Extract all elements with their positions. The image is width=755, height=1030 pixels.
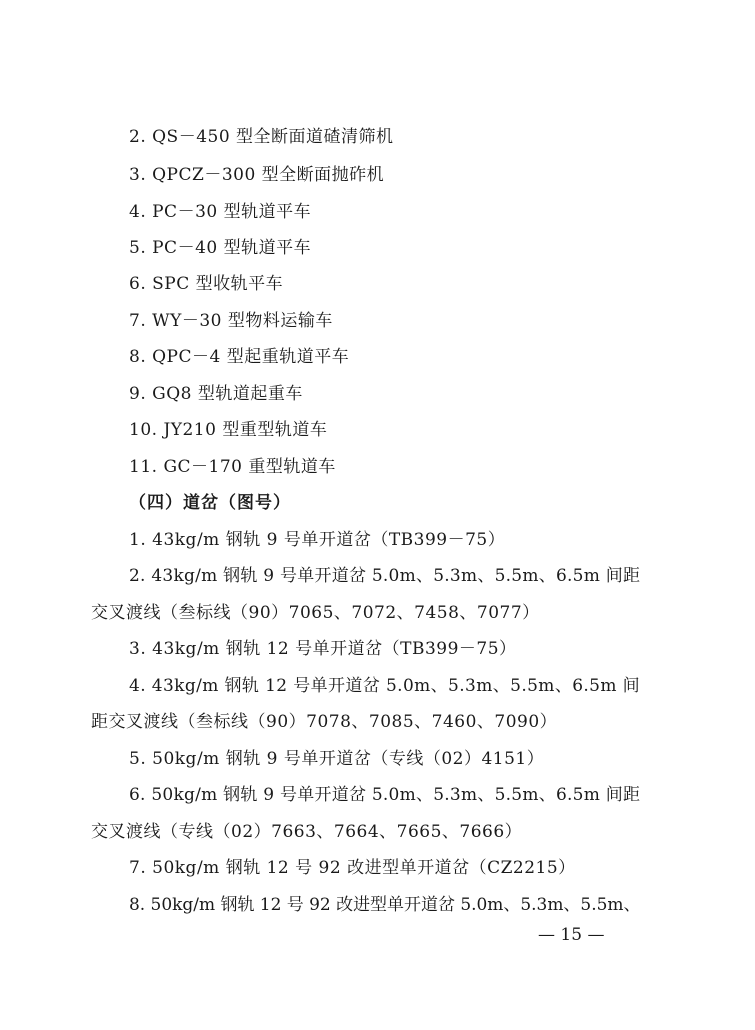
list-item: 1. 43kg/m 钢轨 9 号单开道岔（TB399－75）: [129, 530, 506, 550]
page-number: — 15 —: [538, 925, 605, 945]
list-item: 2. QS－450 型全断面道碴清筛机: [129, 127, 394, 147]
list-item: 3. 43kg/m 钢轨 12 号单开道岔（TB399－75）: [129, 639, 517, 659]
list-item: 5. PC－40 型轨道平车: [129, 238, 312, 258]
list-item: 8. QPC－4 型起重轨道平车: [129, 347, 350, 367]
list-item: 5. 50kg/m 钢轨 9 号单开道岔（专线（02）4151）: [129, 749, 545, 769]
list-item: 6. SPC 型收轨平车: [129, 274, 284, 294]
list-item: 4. PC－30 型轨道平车: [129, 202, 312, 222]
list-item: 2. 43kg/m 钢轨 9 号单开道岔 5.0m、5.3m、5.5m、6.5m 间距: [129, 566, 641, 586]
list-item: 9. GQ8 型轨道起重车: [129, 384, 303, 404]
list-item: 3. QPCZ－300 型全断面抛砟机: [129, 165, 385, 185]
list-item: 4. 43kg/m 钢轨 12 号单开道岔 5.0m、5.3m、5.5m、6.5m 间: [129, 676, 641, 696]
list-item: 7. WY－30 型物料运输车: [129, 311, 333, 331]
list-item: 11. GC－170 重型轨道车: [129, 457, 336, 477]
list-item-continuation: 距交叉渡线（叁标线（90）7078、7085、7460、7090）: [91, 712, 558, 732]
section-heading: （四）道岔（图号）: [129, 493, 291, 513]
list-item: 7. 50kg/m 钢轨 12 号 92 改进型单开道岔（CZ2215）: [129, 858, 576, 878]
list-item-continuation: 交叉渡线（专线（02）7663、7664、7665、7666）: [91, 822, 523, 842]
list-item-continuation: 交叉渡线（叁标线（90）7065、7072、7458、7077）: [91, 603, 540, 623]
list-item: 8. 50kg/m 钢轨 12 号 92 改进型单开道岔 5.0m、5.3m、5.5m、: [129, 895, 641, 915]
list-item: 6. 50kg/m 钢轨 9 号单开道岔 5.0m、5.3m、5.5m、6.5m 间距: [129, 785, 641, 805]
list-item: 10. JY210 型重型轨道车: [129, 420, 328, 440]
